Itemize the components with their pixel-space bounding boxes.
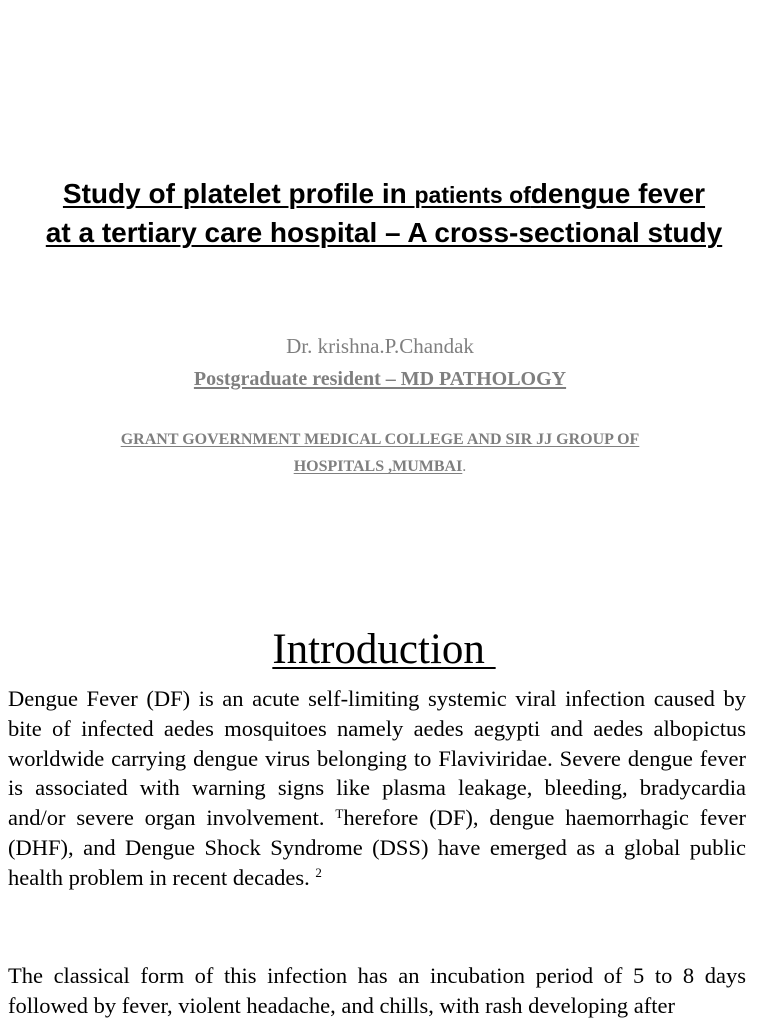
title-part-1: Study of platelet profile in xyxy=(62,178,415,209)
intro-paragraph-2: The classical form of this infection has an incubation period of 5 to 8 days followed by fever, violent headache, and chills, with rash developing after xyxy=(8,963,746,1018)
intro-paragraph-1-text-a: Dengue Fever (DF) is an acute self-limiting systemic viral infection caused by bite of infected aedes mosquitoes namely aedes aegypti and aedes albopictus worldwide carrying dengue virus belonging to Flaviviridae. Severe dengue fever is associated with warning signs like plasma leakage, bleeding, bradycardia and/or severe organ involvement. xyxy=(8,686,746,831)
section-heading-introduction: Introduction xyxy=(272,626,496,673)
citation-ref-2: 2 xyxy=(315,864,322,880)
author-name: Dr. krishna.P.Chandak xyxy=(286,334,474,358)
institution-line-2: HOSPITALS ,MUMBAI xyxy=(293,458,463,475)
intro-paragraph-1-text-b: herefore (DF), dengue haemorrhagic fever (DHF), and Dengue Shock Syndrome (DSS) have emerged as a global public health problem in recent decades. xyxy=(8,805,746,890)
author-role: Postgraduate resident – MD PATHOLOGY xyxy=(193,368,567,390)
institution-line-1: GRANT GOVERNMENT MEDICAL COLLEGE AND SIR JJ GROUP OF xyxy=(120,431,640,448)
institution-period: . xyxy=(462,458,467,475)
intro-paragraph-1 xyxy=(8,684,746,893)
document-title xyxy=(0,175,768,252)
author-institution xyxy=(80,426,680,480)
title-part-2: patients of xyxy=(414,182,531,208)
title-line-2: at a tertiary care hospital – A cross-sectional study xyxy=(45,217,723,248)
intro-paragraph-1-superscript-t: T xyxy=(335,806,344,822)
title-part-3: dengue fever xyxy=(530,178,706,209)
